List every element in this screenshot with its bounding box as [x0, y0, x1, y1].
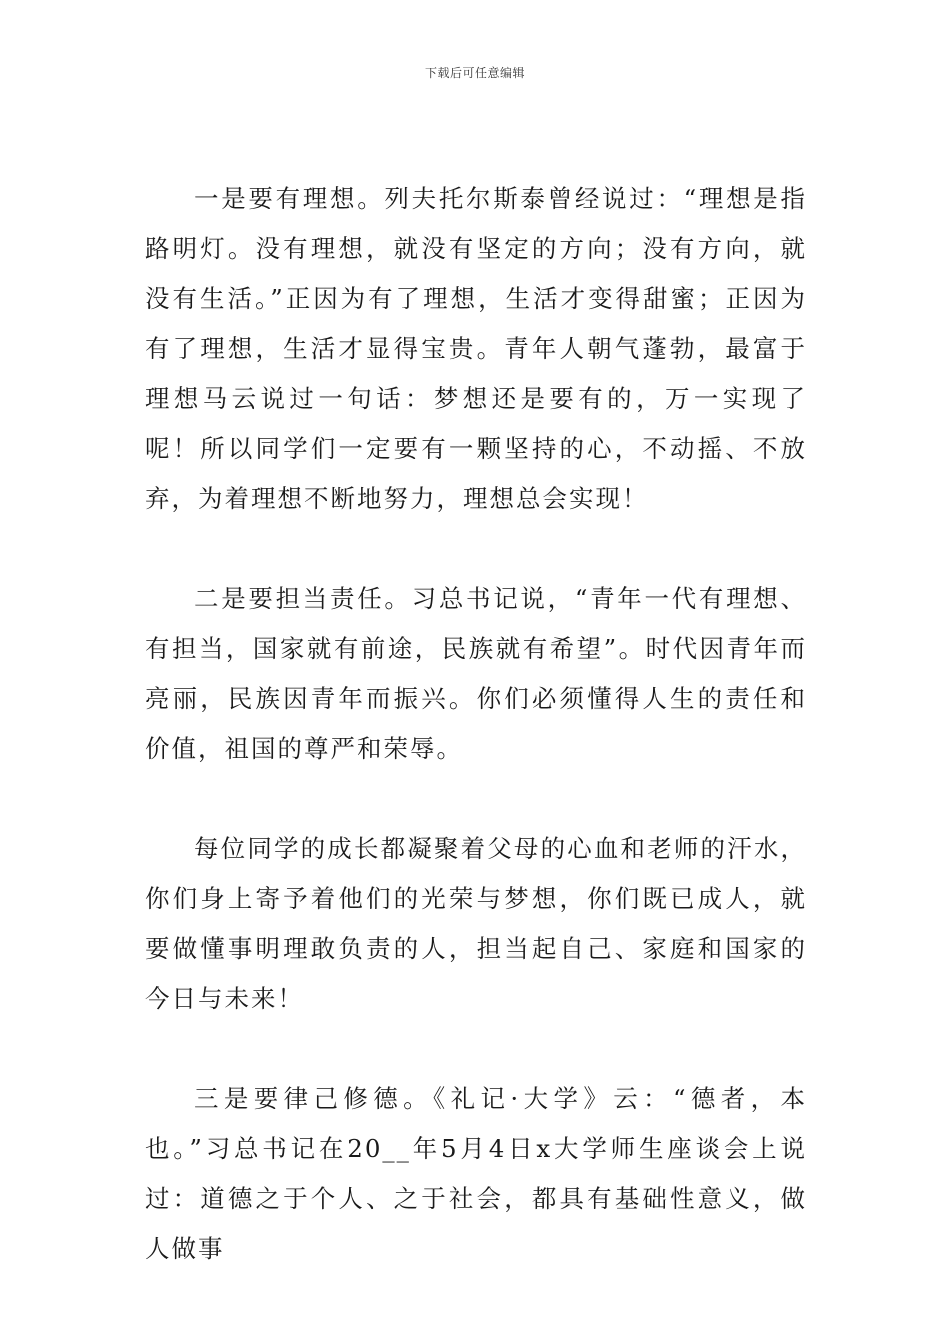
- paragraph-responsibility: 二是要担当责任。习总书记说，“青年一代有理想、有担当，国家就有前途，民族就有希望”。时代因青年而亮丽，民族因青年而振兴。你们必须懂得人生的责任和价值，祖国的尊严和荣辱。: [145, 584, 807, 763]
- document-body: [145, 174, 807, 1274]
- paragraph-virtue: 三是要律己修德。《礼记·大学》云：“德者，本也。”习总书记在20__年5月4日x大学师生座谈会上说过：道德之于个人、之于社会，都具有基础性意义，做人做事: [145, 1084, 807, 1263]
- page-header-note: 下载后可任意编辑: [424, 66, 525, 80]
- paragraph-ideals: 一是要有理想。列夫托尔斯泰曾经说过：“理想是指路明灯。没有理想，就没有坚定的方向；没有方向，就没有生活。”正因为有了理想，生活才变得甜蜜；正因为有了理想，生活才显得宝贵。青年人朝气蓬勃，最富于理想马云说过一句话：梦想还是要有的，万一实现了呢！所以同学们一定要有一颗坚持的心，不动摇、不放弃，为着理想不断地努力，理想总会实现！: [145, 184, 807, 513]
- paragraph-growth: 每位同学的成长都凝聚着父母的心血和老师的汗水，你们身上寄予着他们的光荣与梦想，你们既已成人，就要做懂事明理敢负责的人，担当起自己、家庭和国家的今日与未来！: [145, 834, 807, 1013]
